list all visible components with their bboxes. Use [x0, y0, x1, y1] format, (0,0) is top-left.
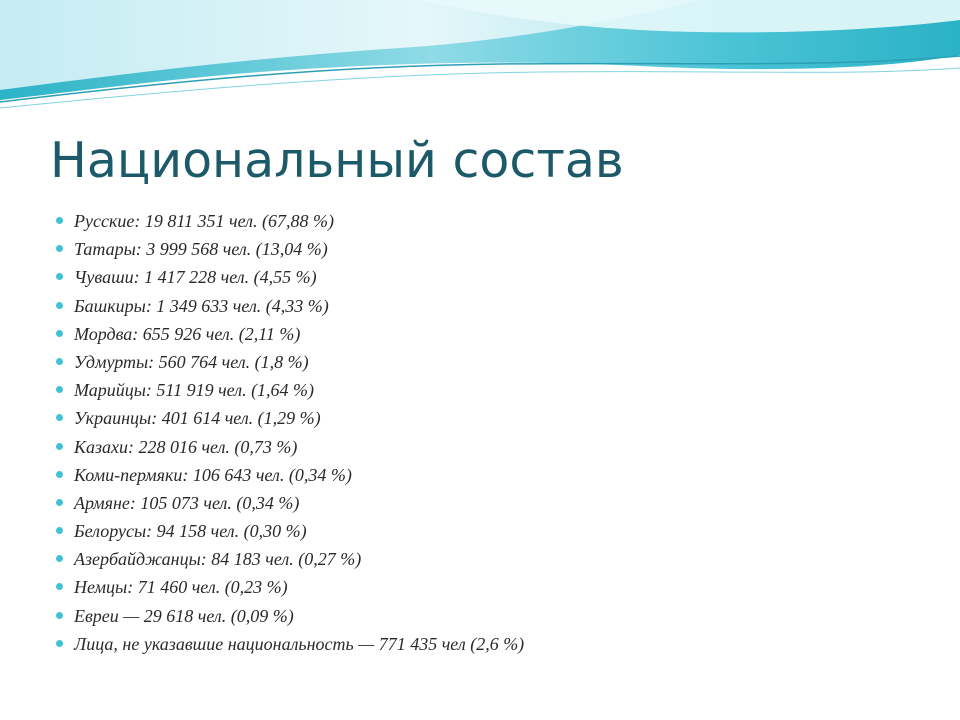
- bullet-text: Евреи — 29 618 чел. (0,09 %): [74, 605, 294, 626]
- bullet-text: Казахи: 228 016 чел. (0,73 %): [74, 436, 298, 457]
- bullet-item: [56, 292, 524, 320]
- bullet-item: [56, 630, 524, 658]
- bullet-item: [56, 545, 524, 573]
- bullet-text: Мордва: 655 926 чел. (2,11 %): [74, 323, 301, 344]
- bullet-text: Чуваши: 1 417 228 чел. (4,55 %): [74, 267, 317, 288]
- bullet-dot-icon: [56, 358, 63, 365]
- bullet-item: [56, 263, 524, 291]
- bullet-text: Украинцы: 401 614 чел. (1,29 %): [74, 408, 321, 429]
- bullet-text: Башкиры: 1 349 633 чел. (4,33 %): [74, 295, 329, 316]
- bullet-text: Татары: 3 999 568 чел. (13,04 %): [74, 239, 328, 260]
- bullet-item: [56, 433, 524, 461]
- bullet-dot-icon: [56, 471, 63, 478]
- bullet-list: [56, 207, 524, 658]
- slide-title: Национальный состав: [50, 132, 624, 189]
- bullet-text: Армяне: 105 073 чел. (0,34 %): [74, 492, 300, 513]
- bullet-dot-icon: [56, 499, 63, 506]
- bullet-dot-icon: [56, 443, 63, 450]
- bullet-text: Удмурты: 560 764 чел. (1,8 %): [74, 351, 309, 372]
- bullet-text: Коми-пермяки: 106 643 чел. (0,34 %): [74, 464, 352, 485]
- bullet-dot-icon: [56, 330, 63, 337]
- wave-header-decoration: [0, 0, 960, 120]
- bullet-dot-icon: [56, 640, 63, 647]
- bullet-text: Марийцы: 511 919 чел. (1,64 %): [74, 380, 315, 401]
- bullet-dot-icon: [56, 583, 63, 590]
- bullet-dot-icon: [56, 555, 63, 562]
- bullet-dot-icon: [56, 302, 63, 309]
- bullet-item: [56, 207, 524, 235]
- bullet-dot-icon: [56, 217, 63, 224]
- bullet-item: [56, 461, 524, 489]
- bullet-text: Немцы: 71 460 чел. (0,23 %): [74, 577, 288, 598]
- bullet-item: [56, 602, 524, 630]
- bullet-item: [56, 573, 524, 601]
- bullet-text: Азербайджанцы: 84 183 чел. (0,27 %): [74, 549, 362, 570]
- bullet-text: Русские: 19 811 351 чел. (67,88 %): [74, 211, 334, 231]
- bullet-item: [56, 348, 524, 376]
- bullet-item: [56, 517, 524, 545]
- bullet-dot-icon: [56, 386, 63, 393]
- bullet-dot-icon: [56, 612, 63, 619]
- bullet-item: [56, 320, 524, 348]
- bullet-item: [56, 404, 524, 432]
- bullet-item: [56, 489, 524, 517]
- bullet-text: Белорусы: 94 158 чел. (0,30 %): [74, 521, 307, 542]
- bullet-dot-icon: [56, 414, 63, 421]
- bullet-dot-icon: [56, 527, 63, 534]
- bullet-dot-icon: [56, 273, 63, 280]
- bullet-item: [56, 376, 524, 404]
- bullet-dot-icon: [56, 245, 63, 252]
- bullet-item: [56, 235, 524, 263]
- bullet-text: Лица, не указавшие национальность — 771 435 чел (2,6 %): [74, 633, 525, 654]
